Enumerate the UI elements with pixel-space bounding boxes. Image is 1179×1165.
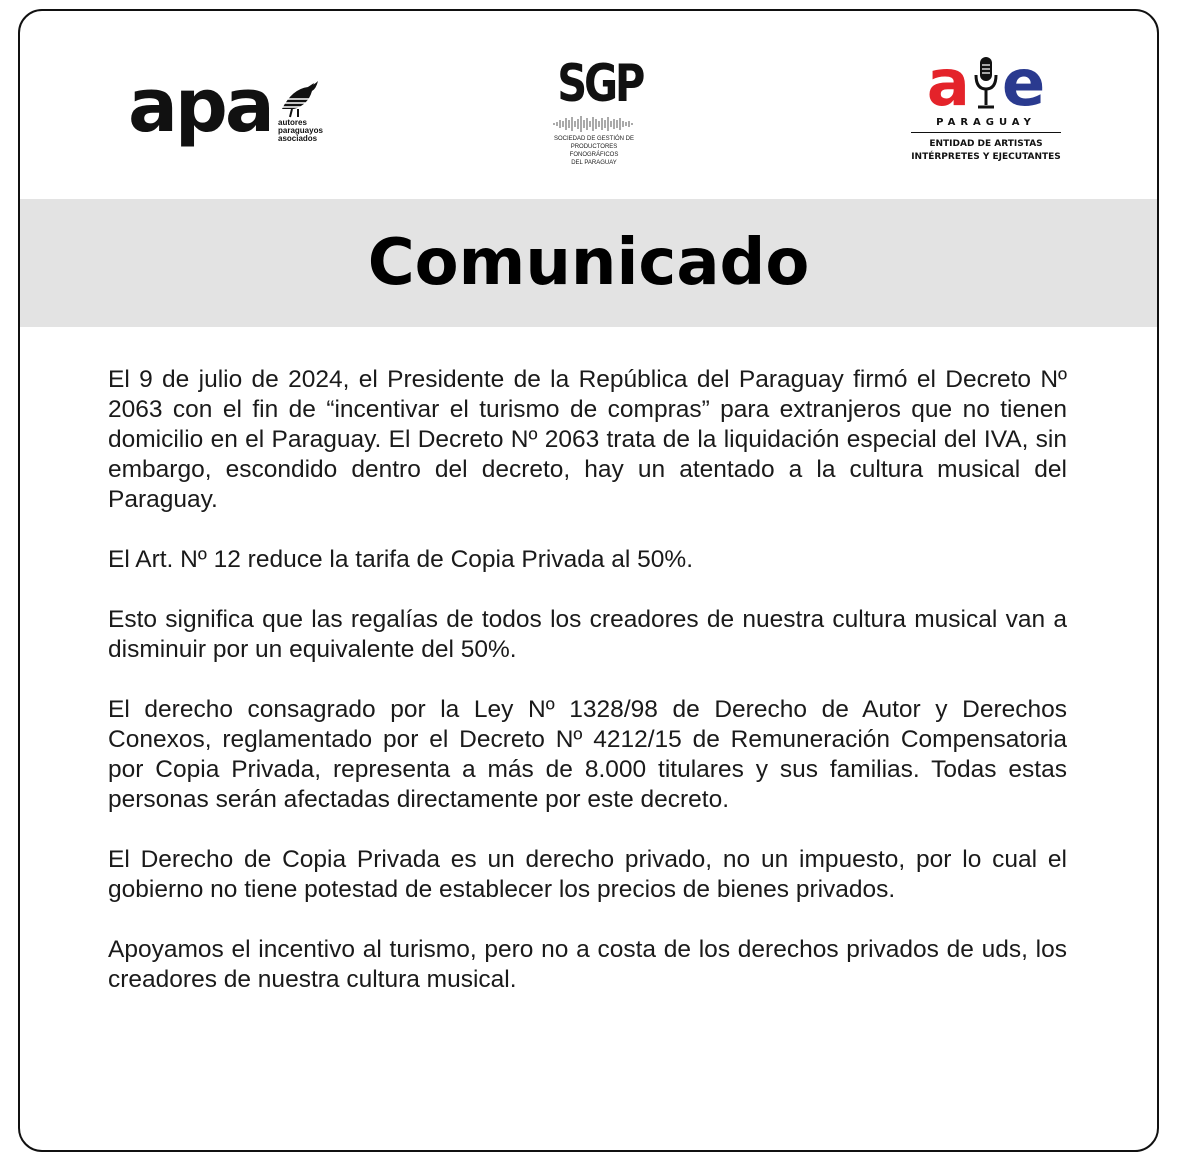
aie-letter-a: a xyxy=(926,47,970,121)
aie-divider xyxy=(911,132,1061,133)
aie-logo xyxy=(906,47,1066,175)
communique-body xyxy=(108,365,1067,1025)
bird-icon xyxy=(278,79,320,121)
title-band xyxy=(20,199,1157,327)
paragraph-article: El Art. Nº 12 reduce la tarifa de Copia Privada al 50%. xyxy=(108,546,694,573)
sgp-subtitle: SOCIEDAD DE GESTIÓN DE PRODUCTORES FONOGRÁFICOS DEL PARAGUAY xyxy=(553,136,634,166)
sgp-logo xyxy=(548,54,643,175)
page-title: Comunicado xyxy=(367,226,810,300)
apa-logo xyxy=(128,63,328,157)
microphone-icon xyxy=(972,55,1000,113)
aie-letter-e: e xyxy=(1001,47,1046,121)
paragraph-decree: El 9 de julio de 2024, el Presidente de la República del Paraguay firmó el Decreto Nº 2063 con el fin de “incentivar el turismo de compras” para extranjeros que no tienen domicilio en el Paraguay. El Decreto Nº 2063 trata de la liquidación especial del IVA, sin embargo, escondido dentro del decreto, hay un atentado a la cultura musical del Paraguay. xyxy=(108,366,1067,513)
soundwave-icon xyxy=(552,115,636,133)
paragraph-royalties: Esto significa que las regalías de todos los creadores de nuestra cultura musical van a disminuir por un equivalente del 50%. xyxy=(108,606,1067,663)
paragraph-private-right: El Derecho de Copia Privada es un derecho privado, no un impuesto, por lo cual el gobierno no tiene potestad de establecer los precios de bienes privados. xyxy=(108,846,1067,903)
apa-subtitle: autores paraguayos asociados xyxy=(278,118,323,143)
aie-subtitle: ENTIDAD DE ARTISTAS INTÉRPRETES Y EJECUTANTES xyxy=(911,139,1061,162)
sgp-wordmark: SGP xyxy=(557,54,643,114)
paragraph-law: El derecho consagrado por la Ley Nº 1328/98 de Derecho de Autor y Derechos Conexos, reglamentado por el Decreto Nº 4212/15 de Remuneración Compensatoria por Copia Privada, representa a más de 8.000 titulares y sus familias. Todas estas personas serán afectadas directamente por este decreto. xyxy=(108,696,1067,813)
aie-country: PARAGUAY xyxy=(936,117,1036,128)
communique-card xyxy=(18,9,1159,1152)
apa-wordmark: apa xyxy=(128,63,272,149)
aie-wordmark xyxy=(906,47,1066,121)
paragraph-support: Apoyamos el incentivo al turismo, pero no a costa de los derechos privados de uds, los creadores de nuestra cultura musical. xyxy=(108,936,1067,993)
